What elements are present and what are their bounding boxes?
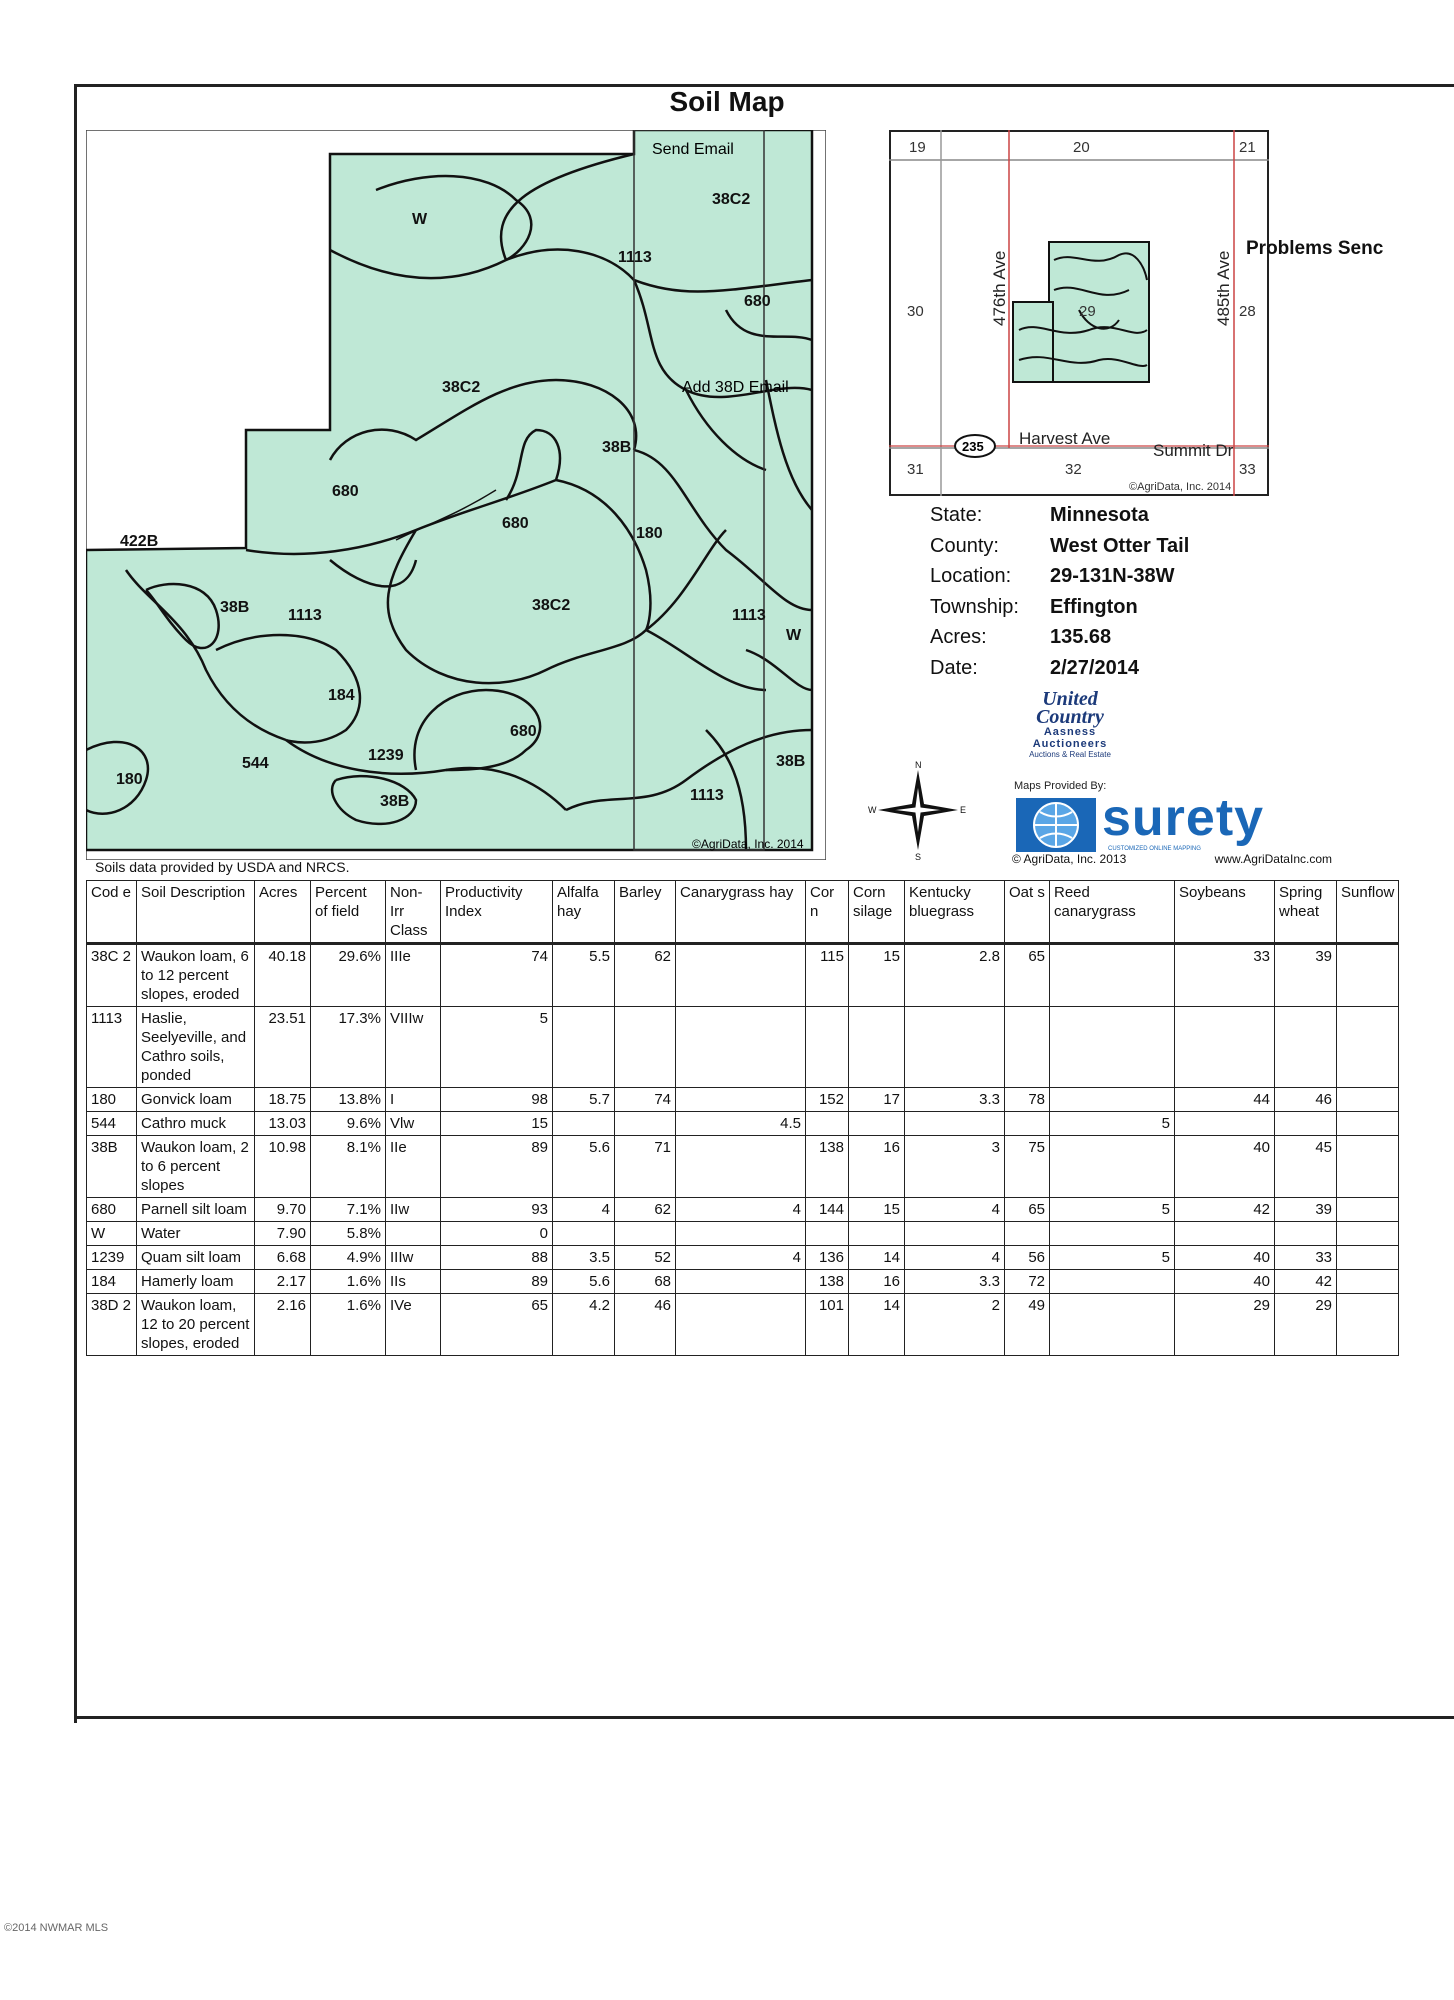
table-cell (1337, 1112, 1399, 1136)
map-label: 38B (602, 439, 632, 456)
table-cell: 4 (676, 1246, 806, 1270)
uc-line4: Auctioneers (1032, 738, 1108, 750)
compass-w: W (868, 805, 877, 815)
section-label: 28 (1239, 303, 1256, 320)
table-cell: 1113 (87, 1007, 137, 1088)
table-cell: 29 (1275, 1294, 1337, 1356)
table-cell: 13.8% (311, 1088, 386, 1112)
state-label: State: (930, 504, 983, 526)
township-label: Township: (930, 595, 1019, 618)
frame-bottom-rule (74, 1716, 1454, 1719)
table-cell (905, 1007, 1005, 1088)
table-cell: 7.90 (255, 1222, 311, 1246)
table-cell: 2.17 (255, 1270, 311, 1294)
table-row (87, 1136, 1399, 1198)
road-summit: Summit Dr (1153, 441, 1234, 460)
mls-credit: ©2014 NWMAR MLS (4, 1922, 109, 1934)
table-cell (1337, 1088, 1399, 1112)
table-cell (1050, 1088, 1175, 1112)
table-cell: 68 (615, 1270, 676, 1294)
road-476th: 476th Ave (990, 250, 1009, 326)
table-cell (386, 1222, 441, 1246)
column-header: Alfalfa hay (553, 881, 615, 944)
table-cell: Cathro muck (137, 1112, 255, 1136)
table-cell: 40.18 (255, 944, 311, 1007)
table-cell: 17.3% (311, 1007, 386, 1088)
table-cell: IIw (386, 1198, 441, 1222)
table-cell (1005, 1007, 1050, 1088)
send-email-overlay[interactable]: Send Email (652, 141, 734, 158)
table-cell (1337, 1246, 1399, 1270)
table-cell: 152 (806, 1088, 849, 1112)
table-cell: 72 (1005, 1270, 1050, 1294)
table-row (87, 944, 1399, 1007)
table-cell (553, 1007, 615, 1088)
table-cell (1175, 1112, 1275, 1136)
surety-wordmark: surety (1102, 789, 1265, 847)
table-cell: 680 (87, 1198, 137, 1222)
table-cell: 49 (1005, 1294, 1050, 1356)
table-cell: 1.6% (311, 1270, 386, 1294)
table-cell (1050, 1007, 1175, 1088)
table-cell (553, 1112, 615, 1136)
table-cell: 88 (441, 1246, 553, 1270)
table-cell: 5.5 (553, 944, 615, 1007)
table-cell (676, 1136, 806, 1198)
table-cell: 14 (849, 1294, 905, 1356)
map-label: 1113 (288, 607, 322, 624)
table-row (87, 1294, 1399, 1356)
table-cell: IIe (386, 1136, 441, 1198)
table-row (87, 1198, 1399, 1222)
map-label: 1239 (368, 747, 404, 764)
column-header: Percent of field (311, 881, 386, 944)
acres-label: Acres: (930, 626, 987, 648)
table-cell: 14 (849, 1246, 905, 1270)
table-cell: Hamerly loam (137, 1270, 255, 1294)
map-label: 38C2 (712, 191, 751, 208)
table-cell: 138 (806, 1270, 849, 1294)
maps-provided-label: Maps Provided By: (1014, 780, 1107, 792)
table-cell: 46 (615, 1294, 676, 1356)
table-cell (615, 1007, 676, 1088)
map-label: 1113 (690, 787, 724, 804)
table-cell: Parnell silt loam (137, 1198, 255, 1222)
table-cell: 180 (87, 1088, 137, 1112)
table-cell: 40 (1175, 1270, 1275, 1294)
table-cell: 544 (87, 1112, 137, 1136)
globe-icon (1016, 798, 1096, 852)
table-cell: 5.8% (311, 1222, 386, 1246)
table-cell: 65 (441, 1294, 553, 1356)
uc-line3: Aasness (1043, 726, 1097, 738)
map-copyright: ©AgriData, Inc. 2014 (692, 837, 804, 851)
table-cell (1175, 1222, 1275, 1246)
table-cell: 15 (849, 944, 905, 1007)
table-cell: Water (137, 1222, 255, 1246)
table-cell: 4.2 (553, 1294, 615, 1356)
column-header: Non- Irr Class (386, 881, 441, 944)
table-cell (1050, 1294, 1175, 1356)
table-cell: W (87, 1222, 137, 1246)
location-label: Location: (930, 565, 1012, 587)
map-label: 680 (332, 483, 359, 500)
column-header: Barley (615, 881, 676, 944)
table-cell: 5 (1050, 1246, 1175, 1270)
table-cell: 74 (441, 944, 553, 1007)
compass-rose-icon (868, 760, 968, 860)
table-cell (676, 1270, 806, 1294)
column-header: Acres (255, 881, 311, 944)
table-cell: 29.6% (311, 944, 386, 1007)
table-cell: 38B (87, 1136, 137, 1198)
table-cell: VIIIw (386, 1007, 441, 1088)
column-header: Sunflow (1337, 881, 1399, 944)
table-cell: 5.6 (553, 1136, 615, 1198)
table-cell: 9.6% (311, 1112, 386, 1136)
table-cell (676, 1222, 806, 1246)
table-cell: 15 (441, 1112, 553, 1136)
property-info (930, 500, 1189, 683)
table-cell: 18.75 (255, 1088, 311, 1112)
table-cell: 38D 2 (87, 1294, 137, 1356)
township-value: Effington (1050, 595, 1138, 618)
column-header: Spring wheat (1275, 881, 1337, 944)
table-cell: 115 (806, 944, 849, 1007)
table-cell: IIs (386, 1270, 441, 1294)
table-cell: 3.3 (905, 1270, 1005, 1294)
table-cell (849, 1222, 905, 1246)
table-cell: I (386, 1088, 441, 1112)
table-cell: 5 (441, 1007, 553, 1088)
table-cell (806, 1222, 849, 1246)
county-value: West Otter Tail (1050, 534, 1190, 557)
table-cell: 44 (1175, 1088, 1275, 1112)
table-cell: 2.16 (255, 1294, 311, 1356)
location-value: 29-131N-38W (1050, 565, 1175, 587)
table-cell: 40 (1175, 1136, 1275, 1198)
table-cell: 29 (1175, 1294, 1275, 1356)
column-header: Soil Description (137, 881, 255, 944)
table-cell: Gonvick loam (137, 1088, 255, 1112)
table-spacer (87, 1356, 1399, 1481)
surety-copyright: © AgriData, Inc. 2013 (1012, 852, 1127, 866)
table-cell: 4.9% (311, 1246, 386, 1270)
county-label: County: (930, 534, 999, 557)
map-label: 680 (744, 293, 771, 310)
table-cell: 45 (1275, 1136, 1337, 1198)
section-label: 20 (1073, 139, 1090, 156)
table-cell (1175, 1007, 1275, 1088)
table-cell: 38C 2 (87, 944, 137, 1007)
table-cell: 17 (849, 1088, 905, 1112)
table-cell (1050, 1270, 1175, 1294)
table-cell: Quam silt loam (137, 1246, 255, 1270)
map-label: W (786, 627, 802, 644)
table-cell: 39 (1275, 944, 1337, 1007)
table-cell (1337, 1294, 1399, 1356)
table-cell (553, 1222, 615, 1246)
table-row (87, 1222, 1399, 1246)
table-cell: 7.1% (311, 1198, 386, 1222)
table-cell (905, 1112, 1005, 1136)
map-label: 38B (220, 599, 250, 616)
table-cell: 3 (905, 1136, 1005, 1198)
table-cell: IIIw (386, 1246, 441, 1270)
table-cell (849, 1007, 905, 1088)
acres-value: 135.68 (1050, 626, 1112, 648)
table-cell: 4.5 (676, 1112, 806, 1136)
map-label: W (412, 211, 428, 228)
table-cell: 144 (806, 1198, 849, 1222)
table-cell (1337, 1222, 1399, 1246)
table-cell: 13.03 (255, 1112, 311, 1136)
map-label: 38C2 (442, 379, 481, 396)
table-cell: 136 (806, 1246, 849, 1270)
table-cell: 78 (1005, 1088, 1050, 1112)
table-cell: 15 (849, 1198, 905, 1222)
table-cell (1050, 1222, 1175, 1246)
table-cell: 101 (806, 1294, 849, 1356)
table-cell (1275, 1007, 1337, 1088)
table-cell: 2 (905, 1294, 1005, 1356)
table-row (87, 1246, 1399, 1270)
table-cell: 4 (905, 1246, 1005, 1270)
soil-table (86, 880, 1399, 1480)
map-label: 38C2 (532, 597, 571, 614)
table-cell (1337, 944, 1399, 1007)
table-cell: 4 (553, 1198, 615, 1222)
table-cell: 2.8 (905, 944, 1005, 1007)
table-cell: 16 (849, 1270, 905, 1294)
table-cell: 3.3 (905, 1088, 1005, 1112)
table-cell (1005, 1112, 1050, 1136)
table-cell: 0 (441, 1222, 553, 1246)
column-header: Kentucky bluegrass (905, 881, 1005, 944)
soil-credit: Soils data provided by USDA and NRCS. (95, 859, 350, 875)
map-label: 38B (380, 793, 410, 810)
section-label: 32 (1065, 461, 1082, 478)
column-header: Reed canarygrass (1050, 881, 1175, 944)
uc-line5: Auctions & Real Estate (1029, 750, 1111, 759)
table-row (87, 1270, 1399, 1294)
table-cell: 10.98 (255, 1136, 311, 1198)
table-cell: 1.6% (311, 1294, 386, 1356)
road-harvest: Harvest Ave (1019, 429, 1111, 448)
column-header: Cod e (87, 881, 137, 944)
table-cell (1005, 1222, 1050, 1246)
table-cell: 4 (676, 1198, 806, 1222)
table-cell: 3.5 (553, 1246, 615, 1270)
table-cell: 9.70 (255, 1198, 311, 1222)
table-row (87, 1112, 1399, 1136)
surety-logo (1012, 780, 1332, 870)
page-title: Soil Map (669, 86, 785, 117)
table-cell: 42 (1275, 1270, 1337, 1294)
table-cell (1050, 1136, 1175, 1198)
column-header: Canarygrass hay (676, 881, 806, 944)
table-cell: 42 (1175, 1198, 1275, 1222)
table-row (87, 1007, 1399, 1088)
table-cell: Vlw (386, 1112, 441, 1136)
column-header: Cor n (806, 881, 849, 944)
table-row (87, 1088, 1399, 1112)
table-cell: 16 (849, 1136, 905, 1198)
date-label: Date: (930, 656, 978, 679)
surety-subtitle: CUSTOMIZED ONLINE MAPPING (1108, 846, 1201, 852)
table-cell: IIIe (386, 944, 441, 1007)
table-cell: 39 (1275, 1198, 1337, 1222)
table-cell: 93 (441, 1198, 553, 1222)
table-cell: 75 (1005, 1136, 1050, 1198)
table-spacer-row (87, 1356, 1399, 1481)
column-header: Oat s (1005, 881, 1050, 944)
table-cell: 98 (441, 1088, 553, 1112)
table-cell (1275, 1112, 1337, 1136)
table-cell (1050, 944, 1175, 1007)
table-cell: 5 (1050, 1112, 1175, 1136)
table-cell: 40 (1175, 1246, 1275, 1270)
table-cell: 65 (1005, 1198, 1050, 1222)
section-label: 29 (1079, 303, 1096, 320)
road-485th: 485th Ave (1214, 250, 1233, 326)
location-map (889, 130, 1269, 496)
column-header: Corn silage (849, 881, 905, 944)
table-cell: 5 (1050, 1198, 1175, 1222)
table-cell: Haslie, Seelyeville, and Cathro soils, ponded (137, 1007, 255, 1088)
table-cell (1275, 1222, 1337, 1246)
map-label: 422B (120, 533, 159, 550)
uc-line1: United (1042, 688, 1098, 710)
table-cell: 89 (441, 1136, 553, 1198)
table-cell: 33 (1175, 944, 1275, 1007)
table-cell: 62 (615, 1198, 676, 1222)
table-cell: 56 (1005, 1246, 1050, 1270)
table-cell: 5.6 (553, 1270, 615, 1294)
table-cell: 184 (87, 1270, 137, 1294)
table-cell: Waukon loam, 2 to 6 percent slopes (137, 1136, 255, 1198)
table-cell: 46 (1275, 1088, 1337, 1112)
section-label: 19 (909, 139, 926, 156)
table-cell (806, 1112, 849, 1136)
date-value: 2/27/2014 (1050, 656, 1139, 679)
problems-link[interactable]: Problems Senc (1246, 238, 1384, 259)
table-cell (615, 1112, 676, 1136)
compass-n: N (915, 760, 922, 770)
loc-map-copyright: ©AgriData, Inc. 2014 (1129, 481, 1232, 493)
map-label: 38B (776, 753, 806, 770)
table-cell (676, 1007, 806, 1088)
table-cell: 5.7 (553, 1088, 615, 1112)
table-cell (849, 1112, 905, 1136)
united-country-logo (1010, 690, 1130, 759)
table-cell: 89 (441, 1270, 553, 1294)
table-cell (676, 1088, 806, 1112)
section-label: 21 (1239, 139, 1256, 156)
map-label: 180 (636, 525, 663, 542)
table-cell: 65 (1005, 944, 1050, 1007)
table-cell: Waukon loam, 6 to 12 percent slopes, eroded (137, 944, 255, 1007)
table-cell: 4 (905, 1198, 1005, 1222)
table-cell: 52 (615, 1246, 676, 1270)
map-label: 184 (328, 687, 355, 704)
table-cell (676, 1294, 806, 1356)
table-cell (1337, 1136, 1399, 1198)
highway-shield: 235 (962, 439, 984, 454)
table-cell: 6.68 (255, 1246, 311, 1270)
surety-url[interactable]: www.AgriDataInc.com (1214, 852, 1332, 866)
table-cell: 33 (1275, 1246, 1337, 1270)
map-label: 1113 (618, 249, 652, 266)
table-cell: IVe (386, 1294, 441, 1356)
table-cell: 8.1% (311, 1136, 386, 1198)
uc-line2: Country (1036, 706, 1104, 728)
map-label: 680 (502, 515, 529, 532)
table-cell (1337, 1198, 1399, 1222)
table-cell: 23.51 (255, 1007, 311, 1088)
table-cell: 138 (806, 1136, 849, 1198)
table-cell: 74 (615, 1088, 676, 1112)
table-cell: 1239 (87, 1246, 137, 1270)
map-label: 680 (510, 723, 537, 740)
table-cell (615, 1222, 676, 1246)
compass-e: E (960, 805, 967, 815)
table-cell (905, 1222, 1005, 1246)
table-cell (1337, 1007, 1399, 1088)
table-cell: Waukon loam, 12 to 20 percent slopes, eroded (137, 1294, 255, 1356)
table-cell (676, 944, 806, 1007)
add-email-overlay[interactable]: Add 38D Email (682, 379, 789, 396)
column-header: Soybeans (1175, 881, 1275, 944)
section-label: 31 (907, 461, 924, 478)
table-cell: 62 (615, 944, 676, 1007)
table-cell: 71 (615, 1136, 676, 1198)
section-label: 30 (907, 303, 924, 320)
map-label: 180 (116, 771, 143, 788)
table-cell (806, 1007, 849, 1088)
soil-map (86, 130, 826, 860)
section-label: 33 (1239, 461, 1256, 478)
column-header: Productivity Index (441, 881, 553, 944)
table-cell (1337, 1270, 1399, 1294)
state-value: Minnesota (1050, 504, 1149, 526)
map-label: 1113 (732, 607, 766, 624)
map-label: 544 (242, 755, 269, 772)
compass-s: S (915, 852, 922, 860)
